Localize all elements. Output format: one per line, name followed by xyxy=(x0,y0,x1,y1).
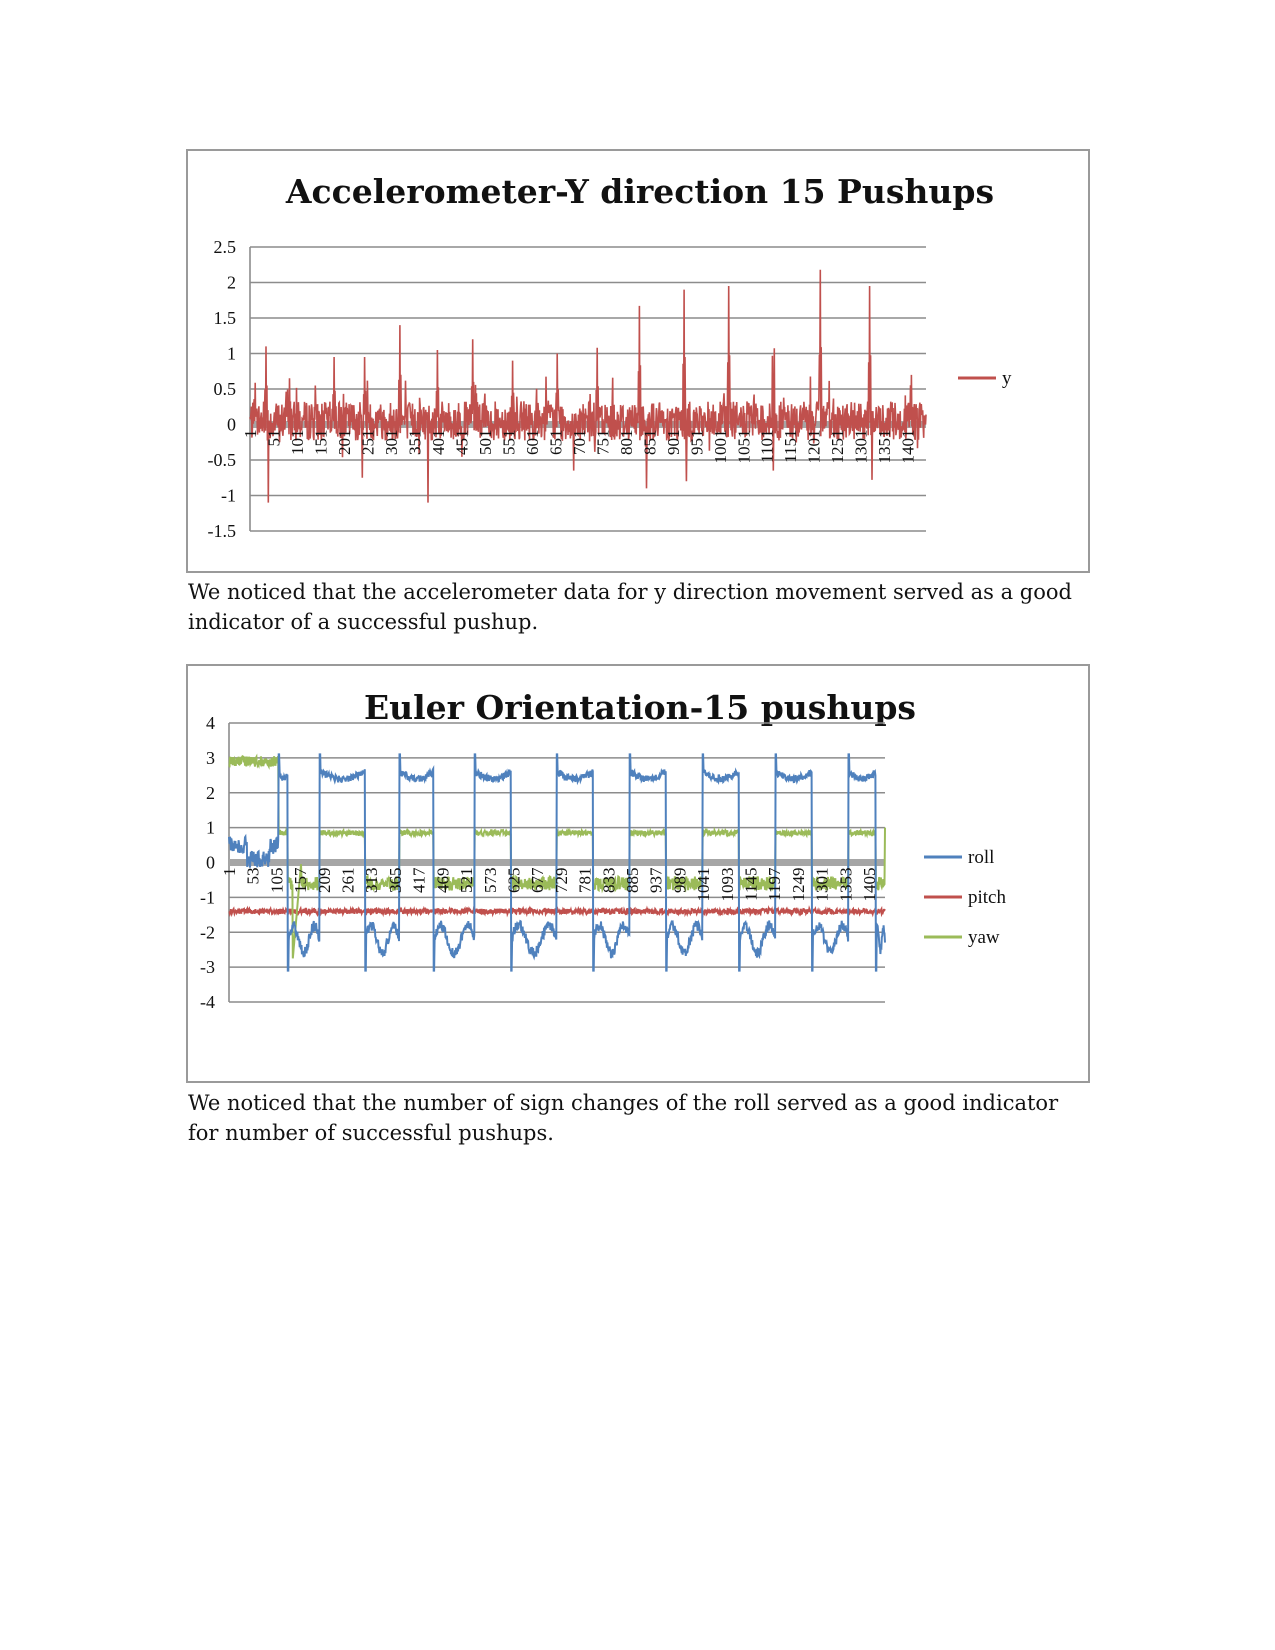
x-tick-label: 1249 xyxy=(788,867,808,902)
x-tick-label: 51 xyxy=(264,429,284,447)
x-tick-label: 417 xyxy=(409,867,429,893)
y-tick-label: -0.5 xyxy=(207,450,236,470)
caption-accelerometer: We noticed that the accelerometer data for y direction movement served as a good indicator of a successful pushup. xyxy=(188,580,1072,634)
x-tick-label: 625 xyxy=(504,867,524,893)
x-tick-label: 1251 xyxy=(828,429,848,464)
x-tick-label: 781 xyxy=(575,867,595,893)
x-tick-label: 1201 xyxy=(804,429,824,464)
chart-title: Euler Orientation-15 pushups xyxy=(363,688,917,727)
x-tick-label: 157 xyxy=(291,867,311,893)
x-tick-label: 351 xyxy=(405,429,425,455)
y-tick-label: -1 xyxy=(200,887,215,908)
y-tick-label: 2 xyxy=(227,272,236,293)
x-tick-label: 1101 xyxy=(757,429,777,463)
x-tick-label: 651 xyxy=(546,429,566,455)
y-tick-label: -1 xyxy=(221,485,236,506)
x-tick-label: 901 xyxy=(663,429,683,455)
x-tick-label: 521 xyxy=(457,867,477,893)
y-tick-label: 2.5 xyxy=(213,237,236,257)
x-tick-label: 833 xyxy=(599,867,619,893)
x-tick-label: 251 xyxy=(358,429,378,455)
x-tick-label: 209 xyxy=(314,867,334,893)
y-tick-label: 0.5 xyxy=(213,379,236,399)
x-tick-label: 101 xyxy=(287,429,307,455)
x-tick-label: 1001 xyxy=(710,429,730,464)
y-tick-labels xyxy=(200,713,215,1012)
euler-chart xyxy=(186,664,1090,1083)
x-tick-label: 105 xyxy=(267,867,287,893)
x-tick-label: 1145 xyxy=(741,867,761,901)
chart-title: Accelerometer-Y direction 15 Pushups xyxy=(285,172,995,211)
x-tick-label: 801 xyxy=(616,429,636,455)
x-tick-label: 53 xyxy=(243,867,263,885)
y-tick-label: -4 xyxy=(200,992,215,1012)
x-tick-label: 1301 xyxy=(812,867,832,902)
caption-euler: We noticed that the number of sign changes of the roll served as a good indicator for number of successful pushups. xyxy=(188,1091,1059,1145)
x-tick-labels xyxy=(241,429,918,463)
x-tick-label: 1051 xyxy=(734,429,754,464)
x-tick-label: 1093 xyxy=(717,867,737,902)
y-tick-label: 4 xyxy=(206,713,215,733)
y-tick-label: 1 xyxy=(206,817,215,838)
legend-label-roll: roll xyxy=(968,847,995,868)
accelerometer-chart xyxy=(186,149,1090,573)
series-line-y xyxy=(250,270,926,503)
x-tick-label: 261 xyxy=(338,867,358,893)
x-tick-label: 451 xyxy=(452,429,472,455)
x-tick-label: 573 xyxy=(480,867,500,893)
x-tick-label: 1197 xyxy=(765,867,785,901)
x-tick-label: 1041 xyxy=(694,867,714,902)
x-tick-label: 1 xyxy=(241,429,260,438)
y-tick-label: 2 xyxy=(206,782,215,803)
legend-label-y: y xyxy=(1002,368,1012,389)
x-tick-label: 677 xyxy=(528,867,548,893)
x-tick-label: 601 xyxy=(522,429,542,455)
y-tick-label: 1.5 xyxy=(213,308,236,328)
legend-label-pitch: pitch xyxy=(968,887,1006,908)
gridlines xyxy=(250,247,926,531)
x-tick-label: 201 xyxy=(334,429,354,455)
x-tick-label: 501 xyxy=(475,429,495,455)
x-tick-label: 885 xyxy=(622,867,642,893)
y-tick-label: 1 xyxy=(227,343,236,364)
x-tick-label: 951 xyxy=(687,429,707,455)
x-tick-label: 937 xyxy=(646,867,666,893)
x-tick-label: 469 xyxy=(433,867,453,893)
x-tick-label: 989 xyxy=(670,867,690,893)
legend xyxy=(958,368,1012,389)
x-tick-label: 1 xyxy=(220,867,239,876)
legend-label-yaw: yaw xyxy=(968,927,1000,948)
x-tick-label: 701 xyxy=(569,429,589,455)
x-tick-label: 729 xyxy=(551,867,571,893)
y-tick-label: 0 xyxy=(206,852,215,873)
y-tick-labels xyxy=(208,237,237,541)
x-tick-label: 1301 xyxy=(851,429,871,464)
x-tick-label: 1151 xyxy=(781,429,801,463)
x-tick-label: 1351 xyxy=(875,429,895,464)
euler-chart-svg xyxy=(188,666,1088,1081)
x-tick-label: 151 xyxy=(311,429,331,455)
x-tick-label: 1401 xyxy=(898,429,918,464)
x-tick-label: 551 xyxy=(499,429,519,455)
x-tick-label: 1353 xyxy=(836,867,856,902)
y-tick-label: -1.5 xyxy=(207,521,236,541)
y-tick-label: 0 xyxy=(227,414,236,435)
y-tick-label: -2 xyxy=(200,922,215,943)
x-tick-label: 1405 xyxy=(860,867,880,902)
x-tick-label: 301 xyxy=(381,429,401,455)
x-tick-label: 365 xyxy=(385,867,405,893)
y-tick-label: -3 xyxy=(200,957,215,978)
x-tick-label: 851 xyxy=(640,429,660,455)
x-tick-label: 751 xyxy=(593,429,613,455)
x-tick-label: 401 xyxy=(428,429,448,455)
y-tick-label: 3 xyxy=(206,747,215,768)
x-tick-label: 313 xyxy=(362,867,382,893)
accelerometer-chart-svg xyxy=(188,151,1088,571)
legend xyxy=(924,847,1006,948)
